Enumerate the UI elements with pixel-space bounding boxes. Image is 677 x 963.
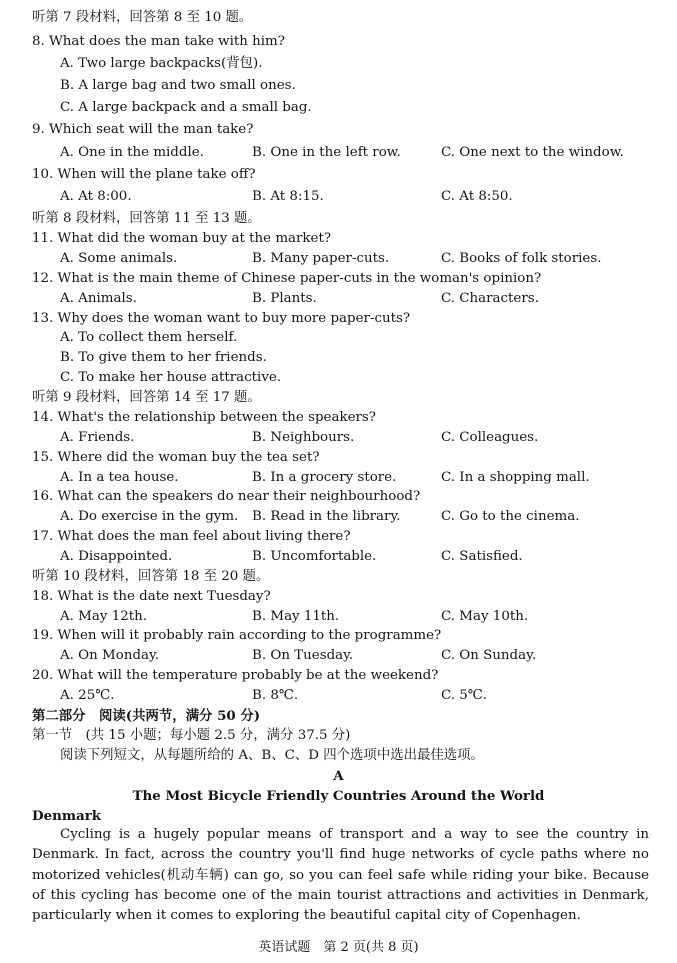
question-12: 12. What is the main theme of Chinese paper-cuts in the woman's opinion?: [32, 271, 542, 286]
q20-option-c: C. 5℃.: [441, 688, 488, 703]
q12-option-a: A. Animals.: [60, 291, 137, 306]
section-8-heading: 听第 8 段材料，回答第 11 至 13 题。: [32, 211, 261, 226]
question-11: 11. What did the woman buy at the market?: [32, 231, 332, 246]
question-16: 16. What can the speakers do near their neighbourhood?: [32, 489, 421, 504]
section-7-heading: 听第 7 段材料，回答第 8 至 10 题。: [32, 10, 253, 25]
q9-option-b: B. One in the left row.: [252, 145, 401, 160]
q18-option-c: C. May 10th.: [441, 609, 529, 624]
question-10: 10. When will the plane take off?: [32, 167, 256, 182]
q18-option-a: A. May 12th.: [60, 609, 147, 624]
q11-option-a: A. Some animals.: [60, 251, 178, 266]
q10-option-b: B. At 8:15.: [252, 189, 324, 204]
section-9-heading: 听第 9 段材料，回答第 14 至 17 题。: [32, 390, 261, 405]
q11-option-c: C. Books of folk stories.: [441, 251, 602, 266]
q8-option-a: A. Two large backpacks(背包).: [60, 56, 263, 71]
part-2-heading: 第二部分 阅读(共两节，满分 50 分): [32, 708, 261, 724]
section-1-heading: 第一节 (共 15 小题；每小题 2.5 分，满分 37.5 分): [32, 728, 351, 743]
q12-option-c: C. Characters.: [441, 291, 539, 306]
q15-option-b: B. In a grocery store.: [252, 470, 397, 485]
q16-option-b: B. Read in the library.: [252, 509, 401, 524]
passage-paragraph: [32, 825, 649, 926]
question-18: 18. What is the date next Tuesday?: [32, 589, 271, 604]
q17-option-b: B. Uncomfortable.: [252, 549, 377, 564]
question-17: 17. What does the man feel about living there?: [32, 529, 351, 544]
question-15: 15. Where did the woman buy the tea set?: [32, 450, 320, 465]
question-13: 13. Why does the woman want to buy more paper-cuts?: [32, 311, 411, 326]
passage-letter: A: [333, 768, 344, 784]
q11-option-b: B. Many paper-cuts.: [252, 251, 390, 266]
passage-title: The Most Bicycle Friendly Countries Around the World: [132, 788, 545, 804]
reading-instruction: 阅读下列短文，从每题所给的 A、B、C、D 四个选项中选出最佳选项。: [60, 748, 484, 763]
q17-option-a: A. Disappointed.: [60, 549, 173, 564]
q15-option-a: A. In a tea house.: [60, 470, 179, 485]
q12-option-b: B. Plants.: [252, 291, 317, 306]
q19-option-c: C. On Sunday.: [441, 648, 537, 663]
q14-option-b: B. Neighbours.: [252, 430, 355, 445]
question-9: 9. Which seat will the man take?: [32, 122, 254, 137]
q16-option-a: A. Do exercise in the gym.: [60, 509, 239, 524]
q10-option-c: C. At 8:50.: [441, 189, 513, 204]
question-14: 14. What's the relationship between the speakers?: [32, 410, 376, 425]
q13-option-c: C. To make her house attractive.: [60, 370, 282, 385]
question-20: 20. What will the temperature probably be at the weekend?: [32, 668, 439, 683]
page-footer: 英语试题 第 2 页(共 8 页): [258, 940, 419, 955]
q14-option-a: A. Friends.: [60, 430, 135, 445]
q13-option-b: B. To give them to her friends.: [60, 350, 267, 365]
q8-option-b: B. A large bag and two small ones.: [60, 78, 296, 93]
q19-option-a: A. On Monday.: [60, 648, 160, 663]
q9-option-a: A. One in the middle.: [60, 145, 204, 160]
q15-option-c: C. In a shopping mall.: [441, 470, 590, 485]
q18-option-b: B. May 11th.: [252, 609, 340, 624]
q20-option-b: B. 8℃.: [252, 688, 299, 703]
q13-option-a: A. To collect them herself.: [60, 330, 238, 345]
question-8: 8. What does the man take with him?: [32, 34, 285, 49]
section-10-heading: 听第 10 段材料，回答第 18 至 20 题。: [32, 569, 270, 584]
question-19: 19. When will it probably rain according to the programme?: [32, 628, 442, 643]
q16-option-c: C. Go to the cinema.: [441, 509, 580, 524]
paragraph-text: Cycling is a hugely popular means of transport and a way to see the country in Denmark. In fact, across the country you'll find huge networks of cycle paths where no motorized vehicles(机动车辆) can go, so you can feel safe while riding your bike. Because of this cycling has become one of the main tourist attractions and activities in Denmark, particularly when it comes to exploring the beautiful capital city of Copenhagen.: [32, 827, 649, 924]
q20-option-a: A. 25℃.: [60, 688, 115, 703]
q10-option-a: A. At 8:00.: [60, 189, 132, 204]
q9-option-c: C. One next to the window.: [441, 145, 624, 160]
q8-option-c: C. A large backpack and a small bag.: [60, 100, 312, 115]
subheading-denmark: Denmark: [32, 808, 102, 824]
q19-option-b: B. On Tuesday.: [252, 648, 354, 663]
q14-option-c: C. Colleagues.: [441, 430, 539, 445]
q17-option-c: C. Satisfied.: [441, 549, 523, 564]
